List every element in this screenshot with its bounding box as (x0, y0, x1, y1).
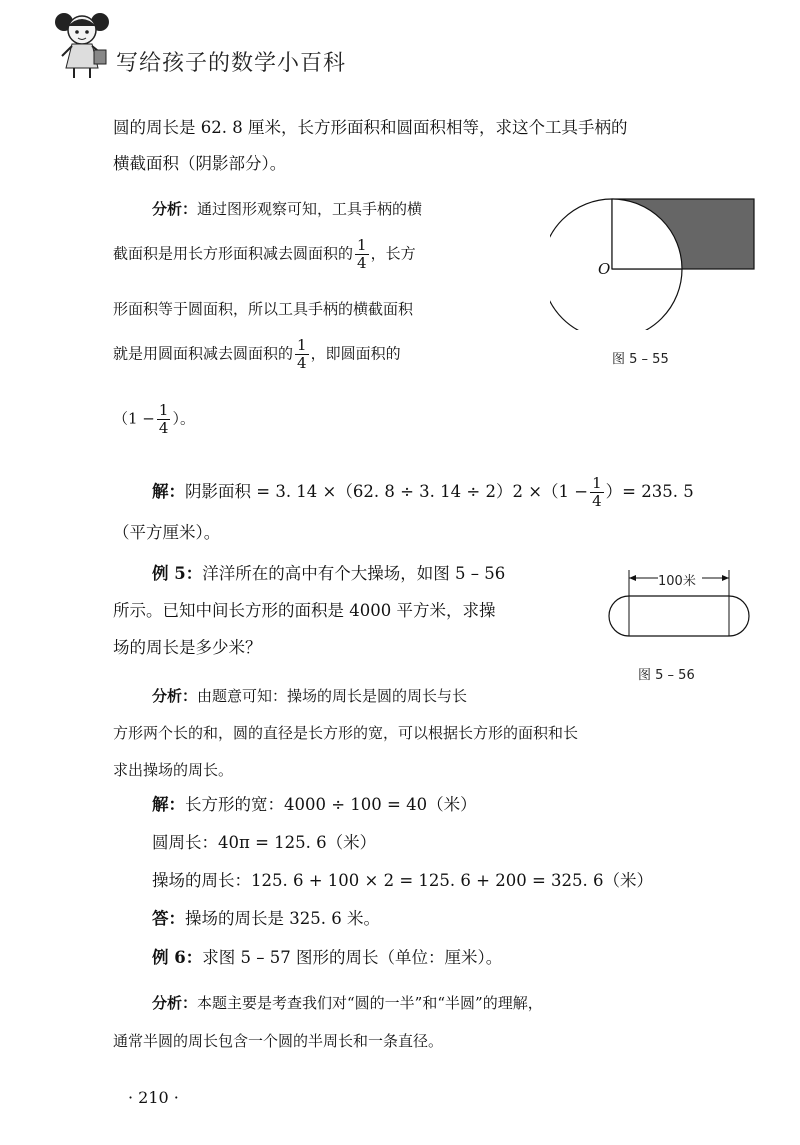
example5-label: 例 5： (152, 564, 203, 583)
example6-label: 例 6： (152, 948, 203, 967)
arrow-left (629, 575, 636, 581)
solution1-text-b: ）= 235. 5 (605, 482, 694, 501)
solution2-line-3: 操场的周长：125. 6 + 100 × 2 = 125. 6 + 200 = 325. 6（米） (152, 871, 654, 890)
circle-center-label: O (598, 260, 611, 278)
fraction-one-quarter (295, 338, 309, 371)
solution2-label: 解： (152, 795, 185, 814)
analysis1-line-1 (152, 198, 422, 219)
analysis1-text-2a: 截面积是用长方形面积减去圆面积的 (113, 244, 354, 263)
fraction-one-quarter (157, 403, 171, 436)
solution2-text-1: 长方形的宽：4000 ÷ 100 = 40（米） (185, 795, 477, 814)
fraction-numerator: 1 (592, 474, 602, 492)
analysis1-line-4 (113, 338, 401, 371)
fraction-numerator: 1 (158, 401, 169, 419)
answer-line (152, 911, 380, 928)
figure-5-56-caption: 图 5 – 56 (638, 668, 695, 683)
solution1-line (152, 476, 694, 509)
example5-line-3: 场的周长是多少米？ (113, 638, 262, 657)
example6-text: 求图 5 – 57 图形的周长（单位：厘米）。 (202, 948, 503, 967)
problem-line-2: 横截面积（阴影部分）。 (113, 154, 287, 173)
example6-line (152, 950, 502, 967)
example5-text-1: 洋洋所在的高中有个大操场，如图 5 – 56 (202, 564, 506, 583)
solution1-label: 解： (152, 482, 185, 501)
analysis1-text-5a: （1 − (113, 409, 155, 428)
analysis1-text-5b: ）。 (172, 409, 195, 428)
analysis3-label: 分析： (152, 994, 198, 1012)
fraction-denominator: 4 (297, 354, 307, 372)
fraction-one-quarter (355, 238, 369, 271)
analysis3-line-2: 通常半圆的周长包含一个圆的半周长和一条直径。 (113, 1032, 444, 1050)
book-series-title: 写给孩子的数学小百科 (116, 51, 347, 76)
fraction-numerator: 1 (357, 236, 367, 254)
analysis1-line-3: 形面积等于圆面积，所以工具手柄的横截面积 (113, 300, 414, 318)
analysis3-line-1 (152, 992, 543, 1013)
analysis2-text-1: 由题意可知：操场的周长是圆的周长与长 (197, 687, 468, 705)
problem-line-1: 圆的周长是 62. 8 厘米，长方形面积和圆面积相等，求这个工具手柄的 (113, 118, 628, 137)
solution2-line-2: 圆周长：40π = 125. 6（米） (152, 833, 377, 852)
analysis1-text-1: 通过图形观察可知，工具手柄的横 (197, 200, 423, 218)
analysis2-line-2: 方形两个长的和，圆的直径是长方形的宽，可以根据长方形的面积和长 (113, 724, 579, 742)
analysis2-line-3: 求出操场的周长。 (113, 761, 234, 779)
arrow-right (722, 575, 729, 581)
solution1-text-a: 阴影面积 = 3. 14 ×（62. 8 ÷ 3. 14 ÷ 2）2 ×（1 − (185, 482, 589, 501)
girl-mascot-illustration (50, 8, 116, 80)
analysis1-line-5 (113, 403, 195, 436)
fraction-denominator: 4 (592, 492, 602, 510)
example5-line-2: 所示。已知中间长方形的面积是 4000 平方米，求操 (113, 601, 496, 620)
analysis1-line-2 (113, 238, 416, 271)
solution1-unit: （平方厘米）。 (113, 523, 221, 542)
fraction-denominator: 4 (357, 254, 367, 272)
analysis1-text-4a: 就是用圆面积减去圆面积的 (113, 344, 294, 363)
answer-label: 答： (152, 909, 185, 928)
playground-outline (609, 596, 749, 636)
figure-5-55-caption: 图 5 – 55 (612, 352, 669, 367)
fraction-one-quarter (590, 476, 604, 509)
fraction-numerator: 1 (297, 336, 307, 354)
figure-5-55 (550, 180, 760, 334)
analysis3-text-1: 本题主要是考查我们对“圆的一半”和“半圆”的理解， (197, 994, 543, 1012)
solution2-line-1 (152, 797, 477, 814)
dimension-label: 100米 (658, 574, 696, 589)
page-number: · 210 · (128, 1088, 179, 1107)
fraction-denominator: 4 (158, 419, 169, 437)
analysis2-label: 分析： (152, 687, 198, 705)
analysis1-label: 分析： (152, 200, 198, 218)
analysis1-text-2b: ，长方 (370, 244, 416, 263)
analysis1-text-4b: ，即圆面积的 (310, 344, 401, 363)
example5-line-1 (152, 566, 505, 583)
analysis2-line-1 (152, 685, 467, 706)
answer-text: 操场的周长是 325. 6 米。 (185, 909, 380, 928)
